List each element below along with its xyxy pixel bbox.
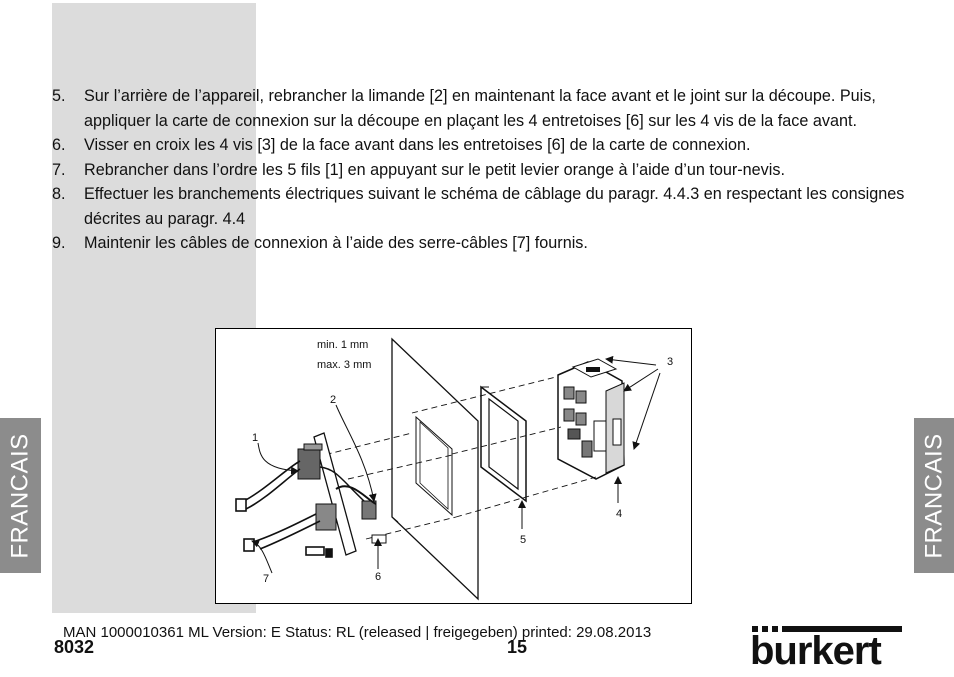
step-number: 5. (52, 87, 66, 105)
mounting-panel (392, 339, 478, 599)
language-tab-left (0, 418, 41, 573)
document-metadata: MAN 1000010361 ML Version: E Status: RL (released | freigegeben) printed: 29.08.2013 (63, 624, 652, 641)
step-8 (52, 182, 912, 231)
callout-7-label: 7 (263, 573, 270, 585)
assembly-diagram-svg (216, 329, 693, 605)
step-number: 7. (52, 160, 66, 179)
callout-4-label: 4 (616, 508, 623, 520)
display-housing (558, 359, 624, 479)
step-number: 8. (52, 185, 66, 203)
callout-2-label: 2 (330, 394, 337, 406)
step-6 (52, 133, 912, 158)
assembly-diagram (215, 328, 692, 604)
step-text: Sur l’arrière de l’appareil, rebrancher la limande [2] en maintenant la face avant et le joint sur la découpe. Puis, appliquer la carte de connexion sur la découpe en plaçant les 4 entretoises [6] sur les 4 vis de la face avant. (84, 87, 876, 130)
page-number: 15 (507, 637, 528, 657)
step-text: Visser en croix les 4 vis [3] de la face avant dans les entretoises [6] de la carte de connexion. (84, 136, 751, 154)
step-number: 6. (52, 136, 66, 154)
step-9 (52, 231, 912, 256)
callout-5-label: 5 (520, 534, 527, 546)
step-text: Maintenir les câbles de connexion à l’aide des serre-câbles [7] fournis. (84, 234, 588, 252)
step-text: Effectuer les branchements électriques suivant le schéma de câblage du paragr. 4.4.3 en respectant les consignes décrites au paragr. 4.4 (84, 185, 905, 228)
panel-thickness-max-label: max. 3 mm (317, 359, 372, 371)
callout-3-label: 3 (667, 356, 674, 368)
language-tab-right-label: FRANCAIS (920, 432, 948, 559)
panel-thickness-min-label: min. 1 mm (317, 339, 369, 351)
callout-1-label: 1 (252, 432, 259, 444)
gasket-seal (481, 387, 526, 501)
product-model: 8032 (54, 637, 95, 657)
language-tab-left-label: FRANCAIS (6, 432, 34, 559)
step-5 (52, 84, 912, 133)
step-7 (52, 158, 912, 183)
callout-6-label: 6 (375, 571, 382, 583)
step-text: Rebrancher dans l’ordre les 5 fils [1] en appuyant sur le petit levier orange à l’aide d’un tour-nevis. (84, 160, 785, 179)
step-number: 9. (52, 234, 66, 252)
brand-logo: burkert (750, 629, 881, 673)
language-tab-right (914, 418, 954, 573)
instruction-steps (52, 84, 912, 256)
